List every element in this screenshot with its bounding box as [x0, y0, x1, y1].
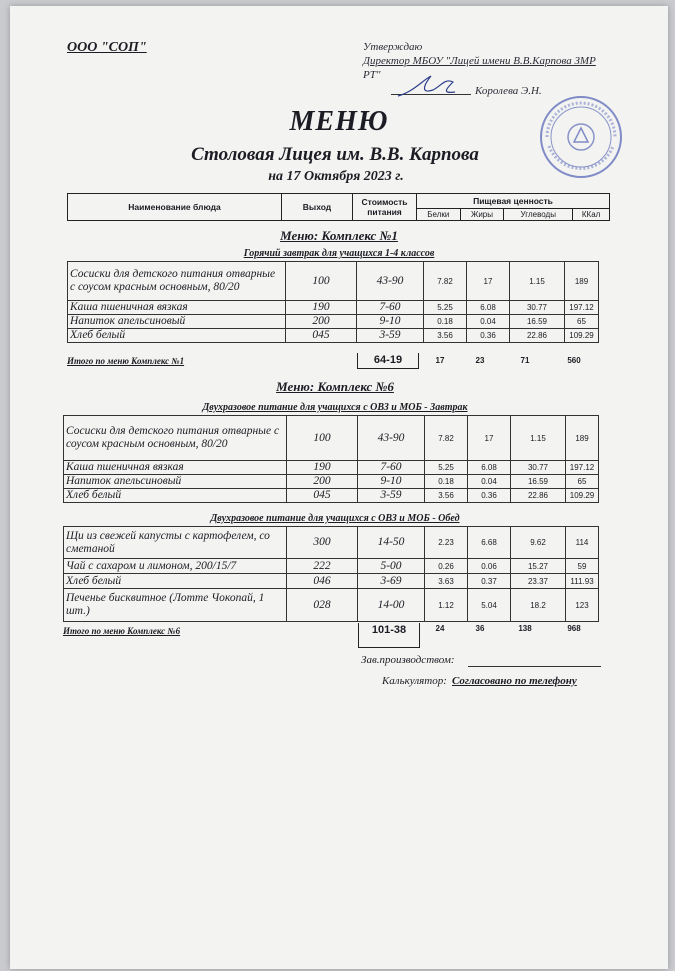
- dish-kcal: 189: [565, 262, 599, 301]
- table-row: [64, 416, 599, 461]
- dish-output: 100: [287, 416, 358, 461]
- complex6-breakfast-table: [63, 415, 599, 503]
- dish-proteins: 5.25: [424, 301, 467, 315]
- column-header-table: [67, 193, 610, 221]
- organization-name: ООО "СОП": [67, 40, 147, 55]
- dish-kcal: 109.29: [566, 489, 599, 503]
- dish-carbs: 30.77: [510, 301, 565, 315]
- dish-kcal: 65: [565, 315, 599, 329]
- page-subtitle: Столовая Лицея им. В.В. Карпова: [191, 144, 479, 165]
- dish-carbs: 22.86: [511, 489, 566, 503]
- production-signature-line: [468, 666, 601, 667]
- dish-name: Напиток апельсиновый: [68, 315, 286, 329]
- dish-carbs: 1.15: [510, 262, 565, 301]
- header-output: Выход: [282, 194, 353, 221]
- dish-kcal: 109.29: [565, 329, 599, 343]
- complex6-total-label: Итого по меню Комплекс №6: [63, 626, 181, 636]
- table-row: [68, 329, 599, 343]
- dish-carbs: 16.59: [510, 315, 565, 329]
- complex6-total-kcal: 968: [567, 624, 581, 633]
- header-carbs: Углеводы: [504, 209, 573, 221]
- table-row: [68, 301, 599, 315]
- dish-output: 200: [286, 315, 357, 329]
- dish-output: 300: [287, 527, 358, 559]
- table-row: [68, 315, 599, 329]
- complex6-total-fats: 36: [475, 624, 485, 633]
- dish-output: 200: [287, 475, 358, 489]
- dish-name: Печенье бисквитное (Лотте Чокопай, 1 шт.): [64, 589, 287, 622]
- table-row: [68, 262, 599, 301]
- calculator-value: Согласовано по телефону: [452, 675, 577, 687]
- table-row: [64, 574, 599, 589]
- dish-price: 5-00: [358, 559, 425, 574]
- dish-fats: 0.06: [468, 559, 511, 574]
- dish-output: 222: [287, 559, 358, 574]
- dish-proteins: 2.23: [425, 527, 468, 559]
- header-nutrition: Пищевая ценность: [417, 194, 610, 209]
- dish-price: 9-10: [358, 475, 425, 489]
- table-row: [64, 489, 599, 503]
- dish-proteins: 0.18: [425, 475, 468, 489]
- dish-kcal: 197.12: [566, 461, 599, 475]
- dish-kcal: 114: [566, 527, 599, 559]
- dish-output: 045: [287, 489, 358, 503]
- dish-kcal: 111.93: [566, 574, 599, 589]
- complex1-total-label: Итого по меню Комплекс №1: [67, 356, 185, 366]
- dish-carbs: 9.62: [511, 527, 566, 559]
- table-row: [64, 559, 599, 574]
- dish-output: 100: [286, 262, 357, 301]
- dish-name: Чай с сахаром и лимоном, 200/15/7: [64, 559, 287, 574]
- dish-price: 7-60: [357, 301, 424, 315]
- dish-price: 43-90: [357, 262, 424, 301]
- dish-carbs: 1.15: [511, 416, 566, 461]
- header-proteins: Белки: [417, 209, 461, 221]
- dish-name: Сосиски для детского питания отварные с соусом красным основным, 80/20: [68, 262, 286, 301]
- menu-date: на 17 Октября 2023 г.: [268, 169, 404, 184]
- table-row: [64, 461, 599, 475]
- complex6-title: Меню: Комплекс №6: [276, 379, 394, 394]
- dish-name: Хлеб белый: [64, 574, 287, 589]
- dish-kcal: 197.12: [565, 301, 599, 315]
- dish-price: 3-59: [357, 329, 424, 343]
- dish-fats: 6.08: [468, 461, 511, 475]
- complex1-table: [67, 261, 599, 343]
- complex1-total-carbs: 71: [520, 356, 530, 365]
- dish-name: Каша пшеничная вязкая: [64, 461, 287, 475]
- dish-fats: 17: [468, 416, 511, 461]
- complex1-meal: Горячий завтрак для учащихся 1-4 классов: [243, 248, 435, 259]
- dish-carbs: 23.37: [511, 574, 566, 589]
- dish-carbs: 22.86: [510, 329, 565, 343]
- dish-carbs: 15.27: [511, 559, 566, 574]
- dish-output: 190: [286, 301, 357, 315]
- dish-fats: 6.08: [467, 301, 510, 315]
- complex6-total-carbs: 138: [518, 624, 532, 633]
- complex6-total-proteins: 24: [435, 624, 445, 633]
- dish-price: 7-60: [358, 461, 425, 475]
- dish-output: 190: [287, 461, 358, 475]
- approval-line: РТ": [363, 69, 381, 81]
- dish-proteins: 0.18: [424, 315, 467, 329]
- dish-price: 3-69: [358, 574, 425, 589]
- dish-name: Каша пшеничная вязкая: [68, 301, 286, 315]
- dish-name: Напиток апельсиновый: [64, 475, 287, 489]
- dish-proteins: 7.82: [424, 262, 467, 301]
- dish-fats: 5.04: [468, 589, 511, 622]
- dish-name: Хлеб белый: [68, 329, 286, 343]
- dish-proteins: 0.26: [425, 559, 468, 574]
- complex6-lunch-table: [63, 526, 599, 622]
- header-kcal: ККал: [573, 209, 610, 221]
- dish-name: Хлеб белый: [64, 489, 287, 503]
- dish-price: 43-90: [358, 416, 425, 461]
- dish-proteins: 3.56: [424, 329, 467, 343]
- menu-sheet: [10, 6, 668, 969]
- dish-fats: 17: [467, 262, 510, 301]
- complex6-meal-lunch: Двухразовое питание для учащихся с ОВЗ и МОБ - Обед: [210, 513, 460, 524]
- dish-price: 14-50: [358, 527, 425, 559]
- dish-price: 14-00: [358, 589, 425, 622]
- dish-price: 9-10: [357, 315, 424, 329]
- table-row: [64, 475, 599, 489]
- dish-carbs: 16.59: [511, 475, 566, 489]
- dish-price: 3-59: [358, 489, 425, 503]
- dish-fats: 0.36: [468, 489, 511, 503]
- dish-fats: 6.68: [468, 527, 511, 559]
- table-row: [64, 527, 599, 559]
- dish-fats: 0.04: [467, 315, 510, 329]
- dish-output: 046: [287, 574, 358, 589]
- dish-kcal: 59: [566, 559, 599, 574]
- dish-kcal: 123: [566, 589, 599, 622]
- production-manager-label: Зав.производством:: [361, 654, 455, 666]
- dish-proteins: 3.56: [425, 489, 468, 503]
- header-fats: Жиры: [460, 209, 504, 221]
- dish-fats: 0.04: [468, 475, 511, 489]
- dish-proteins: 1.12: [425, 589, 468, 622]
- dish-proteins: 3.63: [425, 574, 468, 589]
- dish-kcal: 189: [566, 416, 599, 461]
- complex1-total-kcal: 560: [567, 356, 581, 365]
- complex1-title: Меню: Комплекс №1: [280, 228, 398, 243]
- header-cost: Стоимость питания: [353, 194, 417, 221]
- approval-line: Директор МБОУ "Лицей имени В.В.Карпова ЗМР: [363, 55, 596, 67]
- complex1-total-proteins: 17: [435, 356, 445, 365]
- header-dish: Наименование блюда: [68, 194, 282, 221]
- complex6-meal-breakfast: Двухразовое питание для учащихся с ОВЗ и МОБ - Завтрак: [202, 402, 468, 413]
- dish-carbs: 30.77: [511, 461, 566, 475]
- table-row: [64, 589, 599, 622]
- dish-carbs: 18.2: [511, 589, 566, 622]
- calculator-label: Калькулятор:: [382, 675, 447, 687]
- dish-proteins: 7.82: [425, 416, 468, 461]
- complex1-total-fats: 23: [475, 356, 485, 365]
- signature-scribble: [393, 72, 463, 102]
- page-title: МЕНЮ: [289, 106, 389, 137]
- dish-name: Щи из свежей капусты с картофелем, со сметаной: [64, 527, 287, 559]
- approval-line: Утверждаю: [363, 41, 423, 53]
- complex1-total-price: 64-19: [357, 353, 419, 369]
- dish-name: Сосиски для детского питания отварные с соусом красным основным, 80/20: [64, 416, 287, 461]
- dish-proteins: 5.25: [425, 461, 468, 475]
- dish-output: 045: [286, 329, 357, 343]
- complex6-total-price: 101-38: [358, 623, 420, 648]
- dish-fats: 0.37: [468, 574, 511, 589]
- dish-kcal: 65: [566, 475, 599, 489]
- director-name: Королева Э.Н.: [475, 85, 542, 97]
- dish-fats: 0.36: [467, 329, 510, 343]
- dish-output: 028: [287, 589, 358, 622]
